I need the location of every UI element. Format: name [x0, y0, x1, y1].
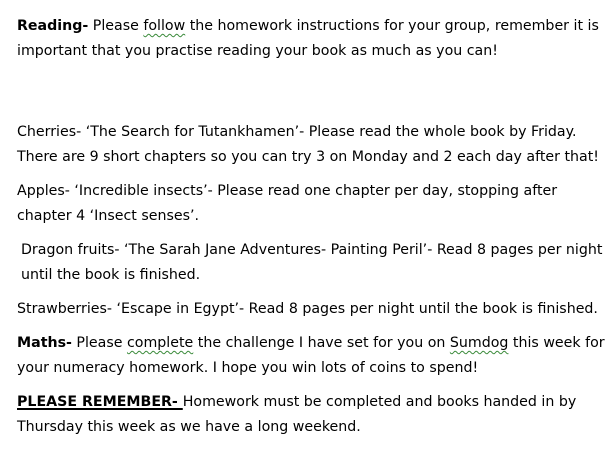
group-dragon-fruits-paragraph: Dragon fruits- ‘The Sarah Jane Adventures- Painting Peril’- Read 8 pages per night until the book is finished.: [21, 242, 603, 283]
reading-text-before: Please: [88, 18, 144, 34]
reading-text-after: the homework instructions for your group, remember it is important that you practise reading your book as much as you can!: [17, 18, 599, 59]
reading-follow-word: follow: [143, 18, 186, 34]
homework-document: [17, 14, 609, 440]
group-apples-paragraph: Apples- ‘Incredible insects’- Please read one chapter per day, stopping after chapter 4 ‘Insect senses’.: [17, 183, 558, 224]
group-strawberries-paragraph: Strawberries- ‘Escape in Egypt’- Read 8 pages per night until the book is finished.: [17, 301, 598, 317]
reading-paragraph: [17, 14, 609, 64]
maths-heading: Maths-: [17, 335, 72, 351]
maths-text-before: Please: [71, 335, 127, 351]
maths-sumdog-word: Sumdog: [449, 335, 509, 351]
reading-heading: Reading-: [17, 18, 89, 34]
reminder-text: Homework must be completed and books handed in by Thursday this week as we have a long weekend.: [17, 394, 577, 435]
maths-paragraph: [17, 331, 609, 381]
maths-text-after: the challenge I have set for you on Sumdog this week for your numeracy homework. I hope you win lots of coins to spend!: [17, 335, 605, 376]
maths-complete-word: complete: [126, 335, 194, 351]
group-cherries-paragraph: Cherries- ‘The Search for Tutankhamen’- Please read the whole book by Friday. There are 9 short chapters so you can try 3 on Monday and 2 each day after that!: [17, 124, 599, 165]
reminder-heading: PLEASE REMEMBER-: [17, 394, 183, 410]
reminder-paragraph: [17, 390, 609, 440]
